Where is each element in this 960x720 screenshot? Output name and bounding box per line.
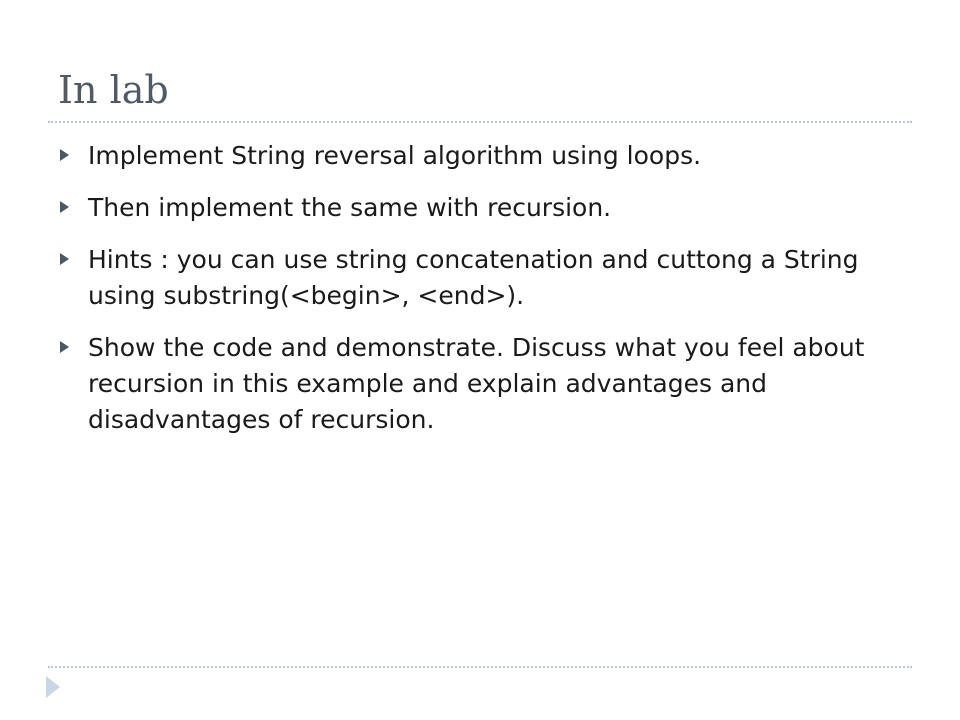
bullet-item xyxy=(58,138,878,174)
title-divider xyxy=(48,121,912,123)
slide-title: In lab xyxy=(58,68,169,112)
bullet-triangle-icon xyxy=(60,253,69,265)
bullet-item xyxy=(58,330,878,438)
bullet-text: Implement String reversal algorithm using loops. xyxy=(88,141,702,170)
bullet-item xyxy=(58,190,878,226)
corner-triangle-icon xyxy=(46,676,60,698)
bullet-item xyxy=(58,242,878,314)
bullet-triangle-icon xyxy=(60,149,69,161)
bullet-triangle-icon xyxy=(60,341,69,353)
bullet-triangle-icon xyxy=(60,201,69,213)
bullet-text: Hints : you can use string concatenation and cuttong a String using substring(<begin>, <end>). xyxy=(88,245,859,310)
footer-divider xyxy=(48,666,912,668)
bullet-list xyxy=(58,138,878,454)
bullet-text: Show the code and demonstrate. Discuss what you feel about recursion in this example and explain advantages and disadvantages of recursion. xyxy=(88,333,865,434)
bullet-text: Then implement the same with recursion. xyxy=(88,193,612,222)
